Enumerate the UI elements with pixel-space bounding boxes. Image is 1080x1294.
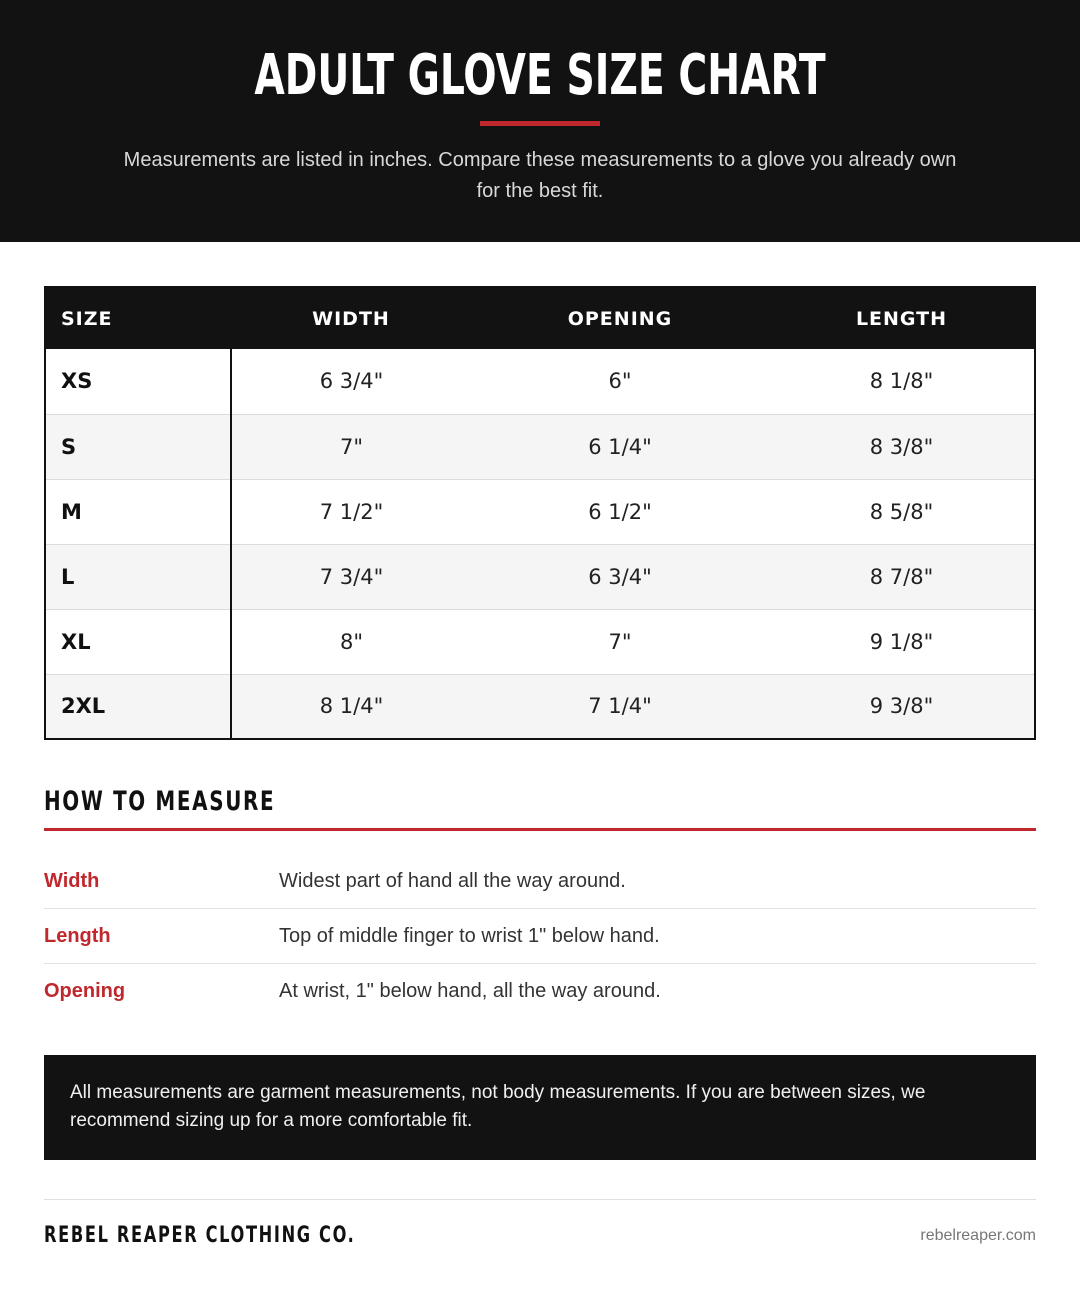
fit-note-box (44, 1055, 1036, 1160)
column-header-width: WIDTH (231, 287, 471, 349)
width-cell: 8" (231, 609, 471, 674)
website-link[interactable]: rebelreaper.com (920, 1227, 1036, 1244)
length-cell: 9 3/8" (769, 674, 1035, 739)
column-header-size: SIZE (45, 287, 231, 349)
width-cell: 7 1/2" (231, 479, 471, 544)
how-to-measure-rule (44, 828, 1036, 831)
width-cell: 7" (231, 414, 471, 479)
measure-description: Widest part of hand all the way around. (279, 869, 626, 892)
column-header-opening: OPENING (471, 287, 769, 349)
table-row (45, 349, 1035, 414)
length-cell: 8 5/8" (769, 479, 1035, 544)
measure-term: Length (44, 924, 111, 947)
page-title: ADULT GLOVE SIZE CHART (254, 43, 826, 108)
measure-description: At wrist, 1" below hand, all the way around. (279, 980, 661, 1002)
opening-cell: 7 1/4" (471, 674, 769, 739)
measure-term: Width (44, 869, 100, 892)
width-cell: 8 1/4" (231, 674, 471, 739)
header-banner (0, 0, 1080, 242)
measure-description: Top of middle finger to wrist 1" below hand. (279, 924, 660, 947)
size-chart-table (44, 286, 1036, 740)
brand-name: REBEL REAPER CLOTHING CO. (44, 1223, 356, 1248)
length-cell: 8 7/8" (769, 544, 1035, 609)
title-accent-rule (480, 121, 600, 126)
table-row (45, 414, 1035, 479)
opening-cell: 6 1/4" (471, 414, 769, 479)
table-header-row (45, 287, 1035, 349)
size-cell: L (45, 544, 231, 609)
footer-divider (44, 1199, 1036, 1200)
size-cell: XL (45, 609, 231, 674)
fit-note-text: All measurements are garment measurements, not body measurements. If you are between sizes, we recommend sizing up for a more comfortable fit. (70, 1082, 926, 1131)
opening-cell: 6 1/2" (471, 479, 769, 544)
table-row (45, 674, 1035, 739)
measure-item-width (44, 854, 1036, 909)
measure-item-opening (44, 964, 1036, 1019)
table-row (45, 609, 1035, 674)
length-cell: 8 3/8" (769, 414, 1035, 479)
width-cell: 6 3/4" (231, 349, 471, 414)
table-row (45, 544, 1035, 609)
size-cell: XS (45, 349, 231, 414)
table-row (45, 479, 1035, 544)
measure-item-length (44, 909, 1036, 964)
page-subtitle: Measurements are listed in inches. Compare these measurements to a glove you already own for the best fit. (123, 149, 957, 202)
size-cell: M (45, 479, 231, 544)
opening-cell: 6" (471, 349, 769, 414)
column-header-length: LENGTH (769, 287, 1035, 349)
measure-definition-list (44, 854, 1036, 1019)
length-cell: 9 1/8" (769, 609, 1035, 674)
length-cell: 8 1/8" (769, 349, 1035, 414)
how-to-measure-heading: HOW TO MEASURE (44, 786, 276, 817)
measure-term: Opening (44, 980, 126, 1002)
size-cell: S (45, 414, 231, 479)
width-cell: 7 3/4" (231, 544, 471, 609)
opening-cell: 7" (471, 609, 769, 674)
size-cell: 2XL (45, 674, 231, 739)
opening-cell: 6 3/4" (471, 544, 769, 609)
